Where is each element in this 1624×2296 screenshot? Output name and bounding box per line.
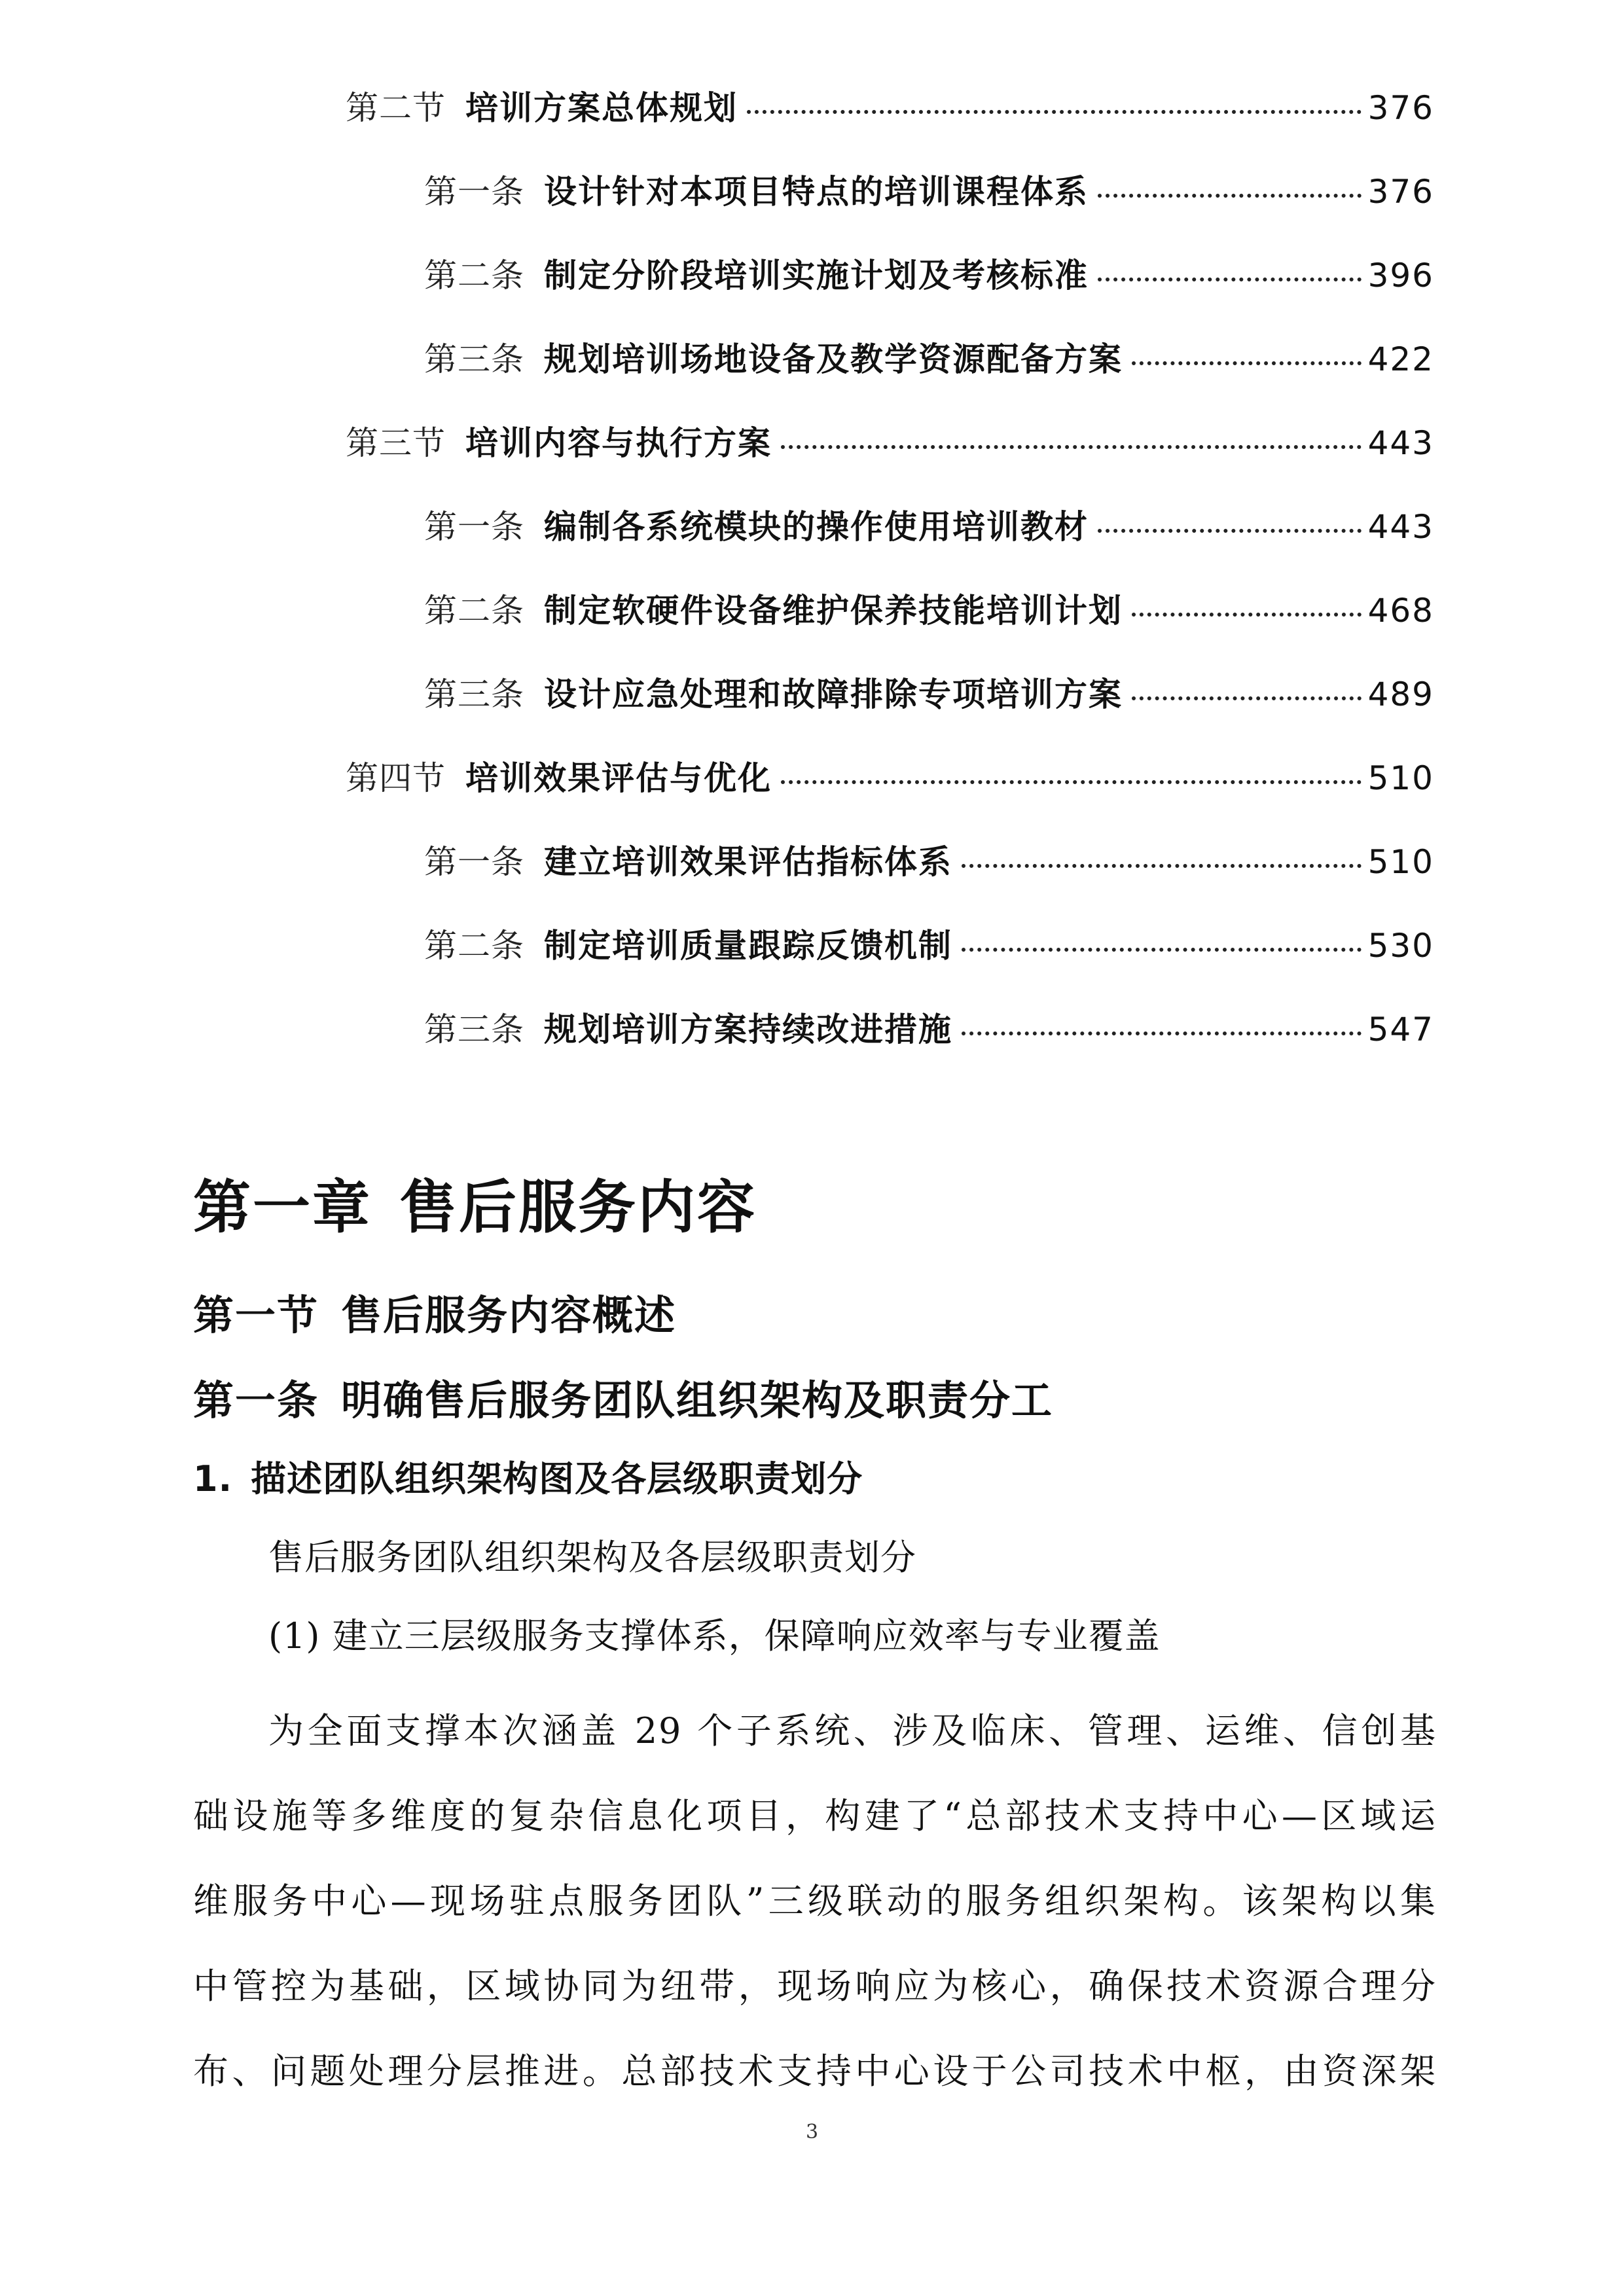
body-line: 维服务中心—现场驻点服务团队”三级联动的服务组织架构。该架构以集	[193, 1880, 1437, 1922]
section-number: 第一节	[193, 1291, 319, 1339]
chapter-title: 售后服务内容	[399, 1174, 757, 1241]
article-heading	[193, 1371, 1053, 1430]
toc-dot-leader	[962, 1031, 1362, 1035]
toc-entry-number: 第一条	[424, 843, 524, 881]
toc-entry-page: 396	[1367, 257, 1434, 295]
toc-dot-leader	[781, 780, 1362, 784]
toc-entry-number: 第三节	[346, 424, 446, 462]
toc-entry-page: 510	[1367, 843, 1434, 881]
toc-entry[interactable]	[424, 501, 1434, 553]
toc-entry[interactable]	[424, 333, 1434, 386]
toc-entry-page: 376	[1367, 173, 1434, 211]
toc-entry-number: 第二条	[424, 257, 524, 295]
toc-dot-leader	[747, 110, 1362, 114]
toc-entry-number: 第二条	[424, 592, 524, 630]
toc-entry-page: 547	[1367, 1011, 1434, 1049]
toc-entry-page: 489	[1367, 675, 1434, 713]
body-line: 中管控为基础，区域协同为纽带，现场响应为核心，确保技术资源合理分	[193, 1965, 1437, 2007]
chapter-heading	[193, 1168, 757, 1247]
toc-entry[interactable]	[424, 1003, 1434, 1056]
article-number: 第一条	[193, 1376, 319, 1424]
toc-entry-page: 422	[1367, 340, 1434, 378]
toc-entry-page: 510	[1367, 759, 1434, 797]
toc-entry-number: 第二条	[424, 927, 524, 965]
article-title: 明确售后服务团队组织架构及职责分工	[341, 1376, 1054, 1424]
section-heading	[193, 1286, 676, 1345]
toc-dot-leader	[1098, 529, 1362, 533]
toc-entry-number: 第四节	[346, 759, 446, 797]
toc-dot-leader	[781, 445, 1362, 449]
body-line: 为全面支撑本次涵盖 29 个子系统、涉及临床、管理、运维、信创基	[268, 1710, 1437, 1751]
toc-dot-leader	[1098, 194, 1362, 198]
toc-entry[interactable]	[346, 752, 1434, 804]
item-heading	[193, 1453, 863, 1505]
toc-entry[interactable]	[346, 82, 1434, 134]
toc-entry-number: 第一条	[424, 508, 524, 546]
toc-entry-title: 规划培训场地设备及教学资源配备方案	[544, 340, 1123, 378]
toc-entry-title: 培训方案总体规划	[465, 89, 738, 127]
toc-dot-leader	[1132, 361, 1362, 365]
toc-entry-number: 第三条	[424, 1011, 524, 1049]
toc-entry[interactable]	[424, 836, 1434, 888]
toc-entry-number: 第三条	[424, 340, 524, 378]
toc-entry-title: 培训效果评估与优化	[465, 759, 772, 797]
toc-dot-leader	[1098, 278, 1362, 281]
toc-entry-title: 编制各系统模块的操作使用培训教材	[544, 508, 1089, 546]
toc-entry-title: 规划培训方案持续改进措施	[544, 1011, 952, 1049]
toc-entry[interactable]	[424, 166, 1434, 218]
toc-entry-title: 建立培训效果评估指标体系	[544, 843, 952, 881]
toc-entry[interactable]	[424, 668, 1434, 721]
toc-entry-title: 设计针对本项目特点的培训课程体系	[544, 173, 1089, 211]
toc-entry-page: 443	[1367, 424, 1434, 462]
toc-dot-leader	[1132, 613, 1362, 617]
caption-text: 售后服务团队组织架构及各层级职责划分	[268, 1537, 916, 1578]
toc-entry-title: 制定分阶段培训实施计划及考核标准	[544, 257, 1089, 295]
toc-entry[interactable]	[424, 920, 1434, 972]
toc-entry[interactable]	[346, 417, 1434, 469]
toc-entry-number: 第一条	[424, 173, 524, 211]
toc-entry[interactable]	[424, 584, 1434, 637]
page-number: 3	[805, 2121, 819, 2144]
toc-entry-title: 制定软硬件设备维护保养技能培训计划	[544, 592, 1123, 630]
chapter-number: 第一章	[193, 1174, 372, 1241]
section-title: 售后服务内容概述	[341, 1291, 677, 1339]
body-line: 础设施等多维度的复杂信息化项目，构建了“总部技术支持中心—区域运	[193, 1795, 1437, 1837]
item-title: 描述团队组织架构图及各层级职责划分	[251, 1458, 863, 1499]
toc-entry-page: 530	[1367, 927, 1434, 965]
body-paragraph	[193, 1689, 1437, 2114]
toc-dot-leader	[1132, 696, 1362, 700]
toc-entry-title: 制定培训质量跟踪反馈机制	[544, 927, 952, 965]
subheading-text: (1) 建立三层级服务支撑体系，保障响应效率与专业覆盖	[268, 1615, 1161, 1657]
toc-entry[interactable]	[424, 249, 1434, 302]
toc-entry-title: 设计应急处理和故障排除专项培训方案	[544, 675, 1123, 713]
toc-entry-page: 376	[1367, 89, 1434, 127]
item-number: 1.	[193, 1458, 233, 1499]
toc-dot-leader	[962, 948, 1362, 952]
toc-entry-title: 培训内容与执行方案	[465, 424, 772, 462]
toc-entry-page: 468	[1367, 592, 1434, 630]
toc-entry-page: 443	[1367, 508, 1434, 546]
body-line: 布、问题处理分层推进。总部技术支持中心设于公司技术中枢，由资深架	[193, 2051, 1437, 2092]
toc-entry-number: 第三条	[424, 675, 524, 713]
toc-dot-leader	[962, 864, 1362, 868]
toc-entry-number: 第二节	[346, 89, 446, 127]
